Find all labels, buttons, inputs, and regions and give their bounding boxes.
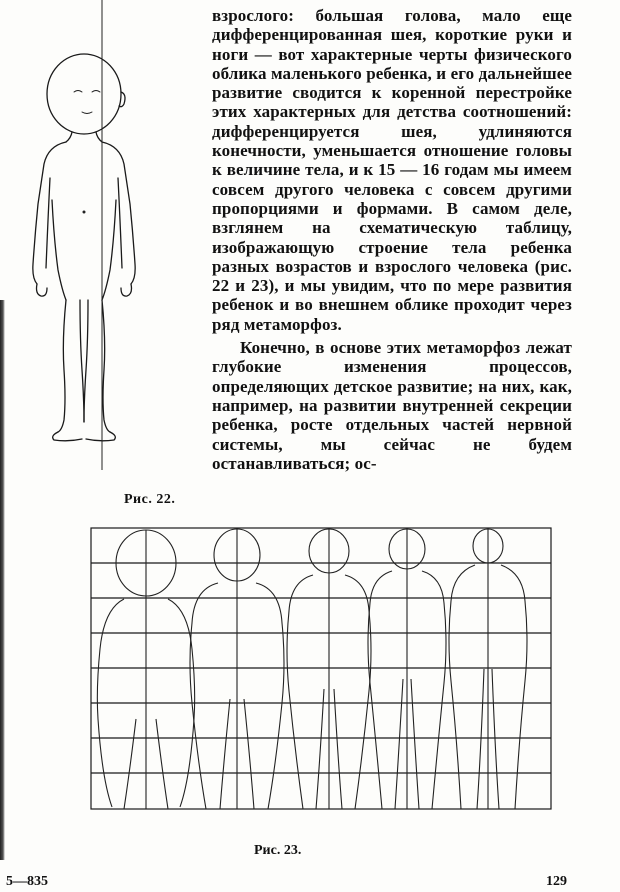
paragraph-1: взрослого: большая голова, мало еще дифференцированная шея, короткие руки и ноги — вот характерные черты физического облика маленького ребенка, и его дальнейшее развитие сводится к коренной перестройке этих характерных для детства соотношений: дифференцируется шея, удлиняются конечности, уменьшается отношение головы к величине тела, и к 15 — 16 годам мы имеем совсем другого человека с совсем другими пропорциями и формами. В самом деле, взглянем на схематическую таблицу, изображающую строение тела ребенка разных возрастов и взрослого человека (рис. 22 и 23), и мы увидим, что по мере развития ребенок и во внешнем облике проходит через ряд метаморфоз. xyxy=(212,6,572,334)
figure-23-infant xyxy=(97,530,194,809)
figure-23-proportion-chart xyxy=(90,527,552,810)
figure-23-child-3 xyxy=(287,529,371,809)
binding-shadow xyxy=(0,300,5,860)
figure-23-child-4 xyxy=(368,529,446,809)
main-text xyxy=(212,6,572,473)
page-number: 129 xyxy=(546,874,567,889)
figure-23-adult xyxy=(449,529,527,809)
paragraph-2: Конечно, в основе этих метаморфоз лежат глубокие изменения процессов, определяющих детское развитие; на них, как, например, на развитии внутренней секреции ребенка, росте отдельных частей нервной системы, мы сейчас не будем останавливаться; ос- xyxy=(212,338,572,473)
figure-22-child-illustration xyxy=(22,0,192,470)
figure-23-child-2 xyxy=(190,529,284,809)
signature-mark: 5—835 xyxy=(6,874,48,889)
figure-23-caption: Рис. 23. xyxy=(254,843,302,858)
figure-22-caption: Рис. 22. xyxy=(124,492,176,507)
